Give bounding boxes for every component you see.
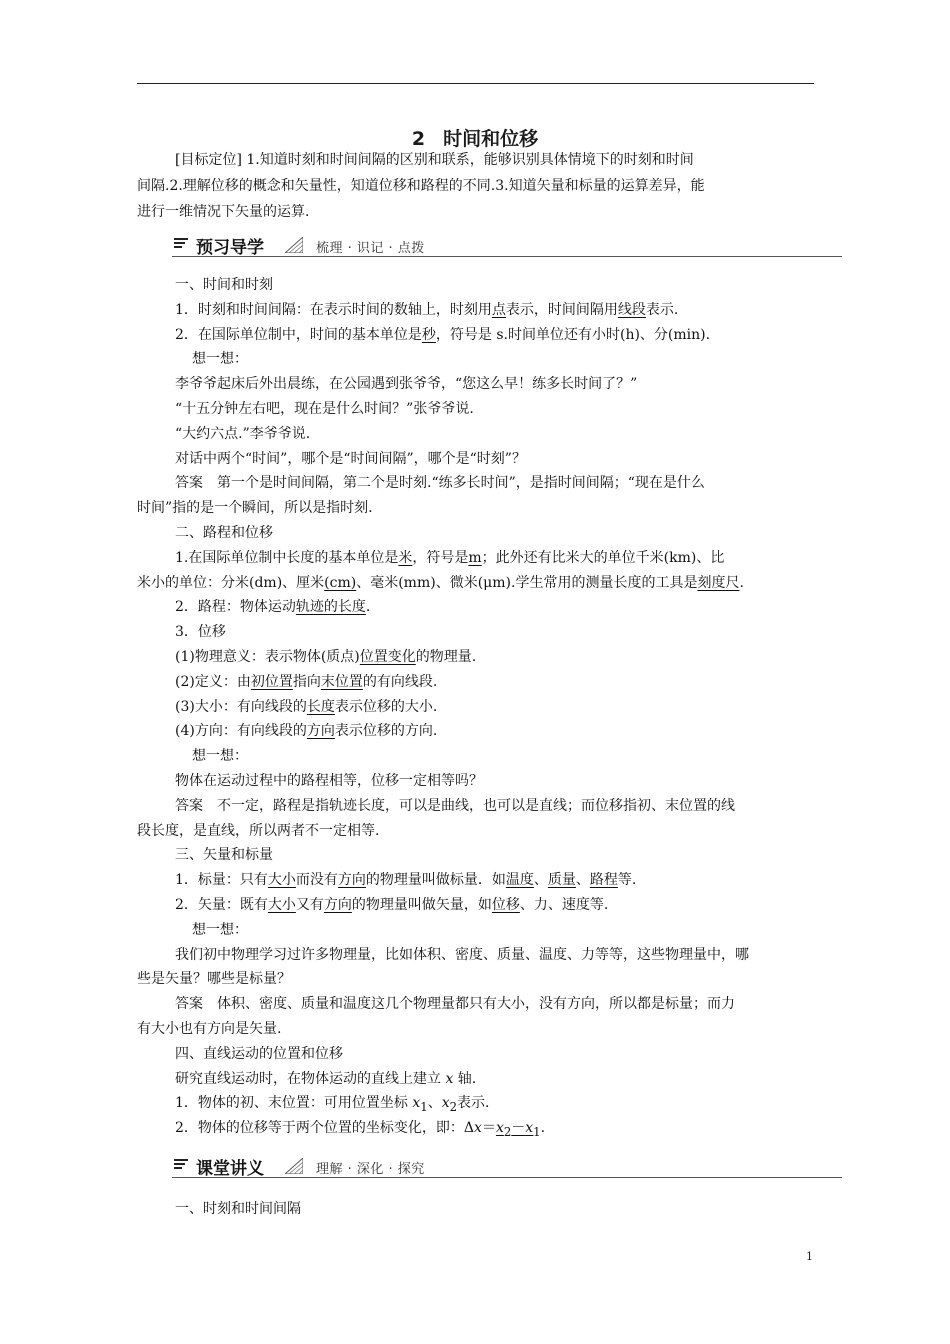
section-subtitle: 理解 · 深化 · 探究 xyxy=(316,1162,425,1177)
text-line: 想一想： xyxy=(192,351,248,368)
text-line: 想一想： xyxy=(192,921,248,938)
text-line: “十五分钟左右吧，现在是什么时间？”张爷爷说. xyxy=(175,401,474,417)
text-line: 2．矢量：既有大小又有方向的物理量叫做矢量，如位移、力、速度等. xyxy=(175,897,609,913)
header-rule xyxy=(137,83,814,84)
text-line: 1．物体的初、末位置：可用位置坐标 $x_1$、$x_2$表示. xyxy=(175,1095,490,1115)
section-heading-time: 一、时刻和时间间隔 xyxy=(175,1201,301,1217)
text-line: 些是矢量？哪些是标量？ xyxy=(137,971,291,988)
page-number: 1 xyxy=(806,1250,813,1263)
text-line: (3)大小：有向线段的长度表示位移的大小. xyxy=(175,698,438,715)
section-title: 课堂讲义 xyxy=(196,1159,264,1179)
text-line: 1.在国际单位制中长度的基本单位是米，符号是m；此外还有比米大的单位千米(km)、比 xyxy=(175,549,725,566)
text-line: 我们初中物理学习过许多物理量，比如体积、密度、质量、温度、力等等，这些物理量中，哪 xyxy=(175,946,749,963)
text-line: 时间”指的是一个瞬间，所以是指时刻. xyxy=(137,500,373,517)
text-line: 一、时间和时刻 xyxy=(175,277,273,293)
text-line: 2．物体的位移等于两个位置的坐标变化，即：$\Delta x=x_2-x_1$. xyxy=(175,1120,546,1139)
objectives-line-2: 间隔.2.理解位移的概念和矢量性，知道位移和路程的不同.3.知道矢量和标量的运算差异，能 xyxy=(137,178,705,194)
text-line: 三、矢量和标量 xyxy=(175,847,273,864)
section-header-lecture xyxy=(172,1154,842,1178)
text-line: 四、直线运动的位置和位移 xyxy=(175,1045,343,1062)
section-marker-icon xyxy=(174,237,188,251)
text-line: 李爷爷起床后外出晨练，在公园遇到张爷爷，“您这么早！练多长时间了？” xyxy=(175,376,638,393)
text-line: 对话中两个“时间”，哪个是“时间间隔”，哪个是“时刻”？ xyxy=(175,450,526,467)
section-header-preview xyxy=(172,233,842,257)
objectives-line-3: 进行一维情况下矢量的运算. xyxy=(137,204,310,220)
text-line: 米小的单位：分米(dm)、厘米(cm)、毫米(mm)、微米(μm).学生常用的测量长度的工具是刻度尺. xyxy=(137,574,744,591)
hatched-triangle-icon xyxy=(285,237,303,253)
text-line: 1．标量：只有大小而没有方向的物理量叫做标量．如温度、质量、路程等. xyxy=(175,872,637,889)
text-line: 物体在运动过程中的路程相等，位移一定相等吗？ xyxy=(175,773,483,789)
section-rule xyxy=(172,256,842,257)
text-line: 1．时刻和时间间隔：在表示时间的数轴上，时刻用点表示，时间间隔用线段表示. xyxy=(175,301,679,318)
section-marker-icon xyxy=(174,1158,188,1172)
title-number: 2 xyxy=(411,128,426,150)
text-line: (2)定义：由初位置指向末位置的有向线段. xyxy=(175,673,438,690)
text-line: (1)物理意义：表示物体(质点)位置变化的物理量. xyxy=(175,649,477,665)
text-line: 3．位移 xyxy=(175,624,226,641)
text-line: 段长度，是直线，所以两者不一定相等. xyxy=(137,822,380,839)
hatched-triangle-icon xyxy=(285,1158,303,1174)
text-line: 想一想： xyxy=(192,748,248,765)
section-rule xyxy=(172,1177,842,1178)
objectives-line-1: [目标定位] 1.知道时刻和时间间隔的区别和联系，能够识别具体情境下的时刻和时间 xyxy=(175,152,694,168)
text-line: 2．路程：物体运动轨迹的长度. xyxy=(175,599,371,616)
text-line: 有大小也有方向是矢量. xyxy=(137,1021,282,1037)
text-line: “大约六点.”李爷爷说. xyxy=(175,425,311,442)
text-line: 2．在国际单位制中，时间的基本单位是秒，符号是 s.时间单位还有小时(h)、分(min). xyxy=(175,326,711,343)
text-line: 二、路程和位移 xyxy=(175,525,273,541)
text-line: 答案 体积、密度、质量和温度这几个物理量都只有大小，没有方向，所以都是标量；而力 xyxy=(175,996,735,1013)
text-line: (4)方向：有向线段的方向表示位移的方向. xyxy=(175,723,438,740)
section-title: 预习导学 xyxy=(196,238,264,258)
section-subtitle: 梳理 · 识记 · 点拨 xyxy=(316,241,425,256)
text-line: 答案 不一定，路程是指轨迹长度，可以是曲线，也可以是直线；而位移指初、末位置的线 xyxy=(175,797,735,814)
text-line: 研究直线运动时，在物体运动的直线上建立 x 轴. xyxy=(175,1070,477,1087)
text-line: 答案 第一个是时间间隔，第二个是时刻.“练多长时间”，是指时间间隔；“现在是什么 xyxy=(175,475,705,492)
title-text: 时间和位移 xyxy=(443,128,539,150)
